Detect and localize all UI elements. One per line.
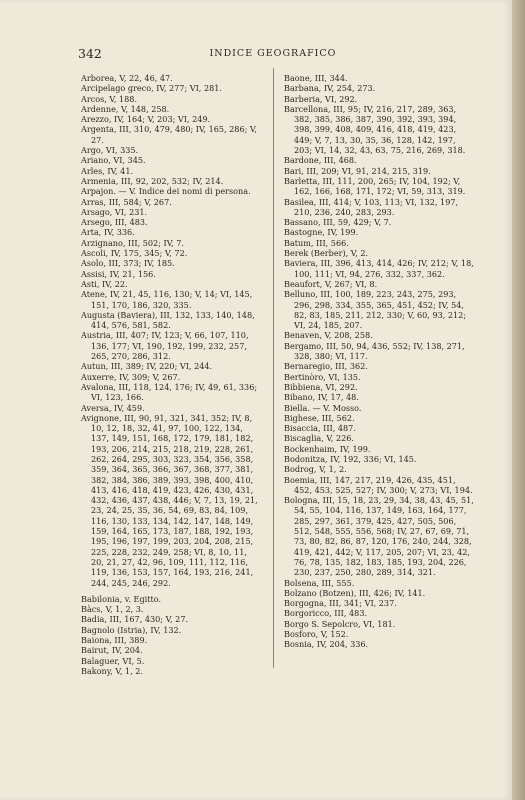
index-entry: Asolo, III, 373; IV, 185. [81,258,175,269]
page-number: 342 [78,46,102,61]
index-entry: Arpajon. — V. Indice dei nomi di persona. [81,186,251,197]
index-entry: Barberia, VI, 292. [284,93,358,104]
index-entry: Bakony, V, 1, 2. [81,665,143,676]
index-column-left [81,73,259,676]
index-entry: Assisi, IV, 21, 156. [81,268,156,279]
page-header [78,46,468,62]
index-entry: Armenia, III, 92, 202, 532; IV, 214. [81,175,224,186]
index-entry: Bisaccia, III, 487. [284,423,356,434]
index-entry: Baone, III, 344. [284,73,348,83]
index-entry: Bosforo, V, 152. [284,629,349,640]
index-entry: Arta, IV, 336. [81,227,135,238]
index-entry: Beaufort, V, 267; VI, 8. [284,278,378,289]
index-entry: Augusta (Baviera), III, 132, 133, 140, 148, 414, 576, 581, 582. [81,309,255,331]
index-entry: Argenta, III, 310, 479, 480; IV, 165, 286; V, 27. [81,124,257,145]
index-entry: Aversa, IV, 459. [81,402,145,413]
index-entry: Arsego, III, 483. [81,217,148,228]
index-entry: Benaven, V, 208, 258. [284,330,373,341]
index-entry: Arras, III, 584; V, 267. [81,196,172,207]
index-entry: Austria, III, 407; IV, 123; V, 66, 107, 110, 136, 177; VI, 190, 192, 199, 232, 257, 265, 270, 286, 312. [81,330,249,362]
index-entry: Biella. — V. Mosso. [284,402,362,413]
index-entry: Avalona, III, 118, 124, 176; IV, 49, 61, 336; VI, 123, 166. [81,381,258,403]
index-entry: Ariano, VI, 345. [81,155,146,166]
index-entry: Baviera, III, 396, 413, 414, 426; IV, 212; V, 18, 100, 111; VI, 94, 276, 332, 337, 362. [284,258,474,279]
index-entry: Arles, IV, 41. [81,165,134,176]
index-entry: Bologna, III, 15, 18, 23, 29, 34, 38, 43, 45, 51, 54, 55, 104, 116, 137, 149, 163, 164, 177, 285, 297, 361, 379, 425, 427, 505, 506, 512, 548, 555, 556, 568; IV, 27, 67, 69, 71, 73, 80, 82, 86, 87, 120, 176, 240, 244, 328, 419, 421, 442; V, 117, 205, 207; VI, 23, 42, 76, 78, 135, 182, 183, 185, 193, 204, 226, 230, 237, 250, 280, 289, 314, 321. [284,495,474,578]
index-entry: Bairut, IV, 204. [81,645,143,656]
index-entry: Bolzano (Botzen), III, 426; IV, 141. [284,587,426,598]
index-entry: Boemia, III, 147, 217, 219, 426, 435, 451, 452, 453, 525, 527; IV, 300; V, 273; VI, 194. [284,474,473,495]
index-entry: Bighese, III, 562. [284,412,355,423]
index-entry: Borgoricco, III, 483. [284,608,368,619]
index-entry: Baiona, III, 389. [81,635,148,646]
index-entry: Batum, III, 566. [284,237,349,248]
page-edge [512,0,525,800]
index-entry: Arezzo, IV, 164; V, 203; VI, 249. [81,114,211,125]
index-entry: Bodrog, V, 1, 2. [284,464,347,475]
index-entry: Babilonia, v. Egitto. [81,593,162,604]
index-entry: Arborea, V, 22, 46, 47. [81,73,173,83]
index-entry: Auxerre, IV, 309; V, 267. [81,371,181,382]
index-entry: Bastogne, IV, 199. [284,227,359,238]
index-entry: Asti, IV, 22. [81,278,128,289]
index-entry: Bergamo, III, 50, 94, 436, 552; IV, 138, 271, 328, 380; VI, 117. [284,340,465,362]
index-entry: Belluno, III, 100, 189, 223, 243, 275, 293, 296, 298, 334, 355, 365, 451, 452; IV, 54, 82, 83, 185, 211, 212, 330; V, 60, 93, 212; VI, 24, 185, 207. [284,289,467,331]
index-entry: Bolsena, III, 555. [284,577,355,588]
index-entry: Balaguer, VI, 5. [81,655,145,666]
index-entry: Bertinòro, VI, 135. [284,371,361,382]
index-entry: Bockenhaim, IV, 199. [284,443,371,454]
index-entry: Borgogna, III, 341; VI, 237. [284,598,397,609]
index-entry: Bagnolo (Istria), IV, 132. [81,624,182,635]
index-entry: Autun, III, 389; IV, 220; VI, 244. [81,361,213,372]
column-divider [273,68,274,668]
index-entry: Bosnia, IV, 204, 336. [284,639,369,650]
index-entry: Ascoli, IV, 175, 345; V, 72. [81,248,188,259]
index-entry: Bàcs, V, 1, 2, 3. [81,604,144,615]
index-entry: Atene, IV, 21, 45, 116, 130; V, 14; VI, 145, 151, 170, 186, 320, 335. [81,289,253,310]
index-entry: Avignone, III, 90, 91, 321, 341, 352; IV, 8, 10, 12, 18, 32, 41, 97, 100, 122, 134, 137, 149, 151, 168, 172, 179, 181, 182, 193, 206, 214, 215, 218, 219, 228, 261, 262, 264, 295, 303, 323, 354, 356, 358, 359, 364, 365, 366, 367, 368, 377, 381, 382, 384, 386, 389, 393, 398, 400, 410, 413, 416, 418, 419, 423, 426, 430, 431, 432, 436, 437, 438, 446; V, 7, 13, 19, 21, 23, 24, 25, 35, 36, 54, 69, 83, 84, 109, 116, 130, 133, 134, 142, 147, 148, 149, 159, 164, 165, 173, 187, 188, 192, 193, 195, 196, 197, 199, 203, 204, 208, 215, 225, 228, 232, 249, 258; VI, 8, 10, 11, 20, 21, 27, 42, 96, 109, 111, 112, 116, 119, 136, 153, 157, 164, 193, 216, 241, 244, 245, 246, 292. [81,412,258,588]
index-entry: Ardenne, V, 148, 258. [81,103,170,114]
index-entry: Arsago, VI, 231. [81,206,148,217]
index-entry: Bibbiena, VI, 292. [284,381,358,392]
index-entry: Argo, VI, 335. [81,145,139,156]
running-title: INDICE GEOGRAFICO [209,48,337,59]
index-entry: Bari, III, 209; VI, 91, 214, 215, 319. [284,165,431,176]
index-entry: Berek (Berber), V, 2. [284,248,369,259]
index-entry: Barcellona, III, 95; IV, 216, 217, 289, 363, 382, 385, 386, 387, 390, 392, 393, 394, 398, 399, 408, 409, 416, 418, 419, 423, 449; V, 7, 13, 30, 35, 36, 128, 142, 197, 203; VI, 14, 32, 43, 63, 75, 216, 269, 318. [284,103,466,156]
index-entry: Bernaregio, III, 362. [284,361,368,372]
index-entry: Barbana, IV, 254, 273. [284,83,376,94]
index-entry: Biscaglia, V, 226. [284,433,354,444]
index-entry: Borgo S. Sepolcro, VI, 181. [284,618,396,629]
index-entry: Bibano, IV, 17, 48. [284,392,359,403]
index-entry: Basilea, III, 414; V, 103, 113; VI, 132, 197, 210, 236, 240, 283, 293. [284,196,459,217]
index-entry: Arcipelago greco, IV, 277; VI, 281. [81,83,222,94]
index-entry: Bodonitza, IV, 192, 336; VI, 145. [284,453,417,464]
index-entry: Arcos, V, 188. [81,93,138,104]
index-entry: Arzignano, III, 502; IV, 7. [81,237,184,248]
index-column-right [284,73,476,650]
index-entry: Badia, III, 167, 430; V, 27. [81,614,189,625]
index-entry: Barletta, III, 111, 200, 265; IV, 104, 192; V, 162, 166, 168, 171, 172; VI, 59, 313, 319. [284,175,466,197]
index-entry: Bassano, III, 59, 429; V, 7. [284,217,392,228]
index-entry: Bardone, III, 468. [284,155,357,166]
